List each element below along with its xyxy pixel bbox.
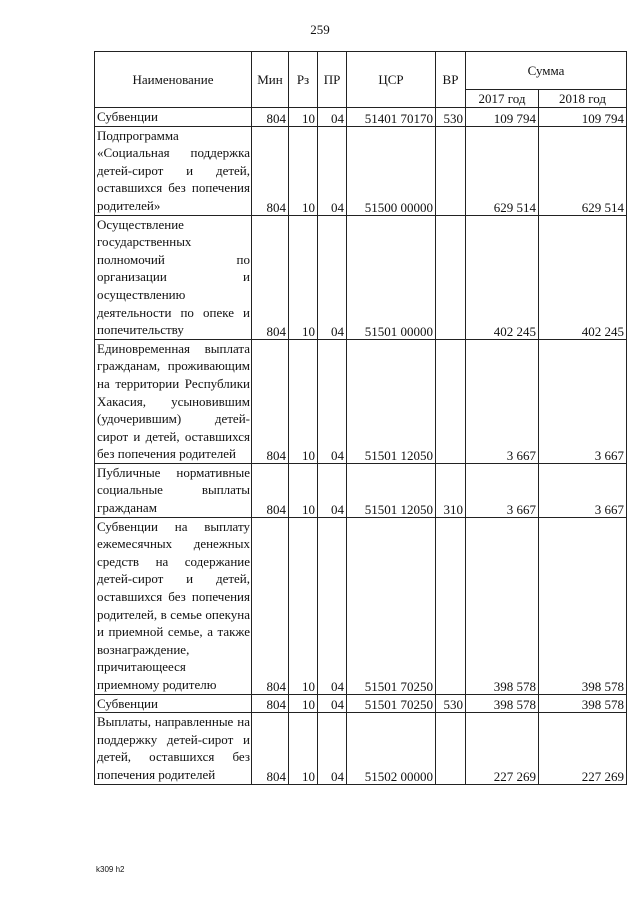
row-csr: 51500 00000	[347, 126, 436, 215]
table-row	[95, 108, 627, 127]
table-row	[95, 694, 627, 713]
row-pr: 04	[318, 463, 347, 517]
row-vr	[436, 215, 466, 339]
row-name: Субвенции на выплату ежемесячных денежных средств на содержание детей-сирот и детей, оставшихся без попечения родителей, в семье опекуна и приемной семье, а также вознаграждение, причитающееся приемному родителю	[95, 517, 252, 694]
row-rz: 10	[289, 215, 318, 339]
row-rz: 10	[289, 108, 318, 127]
row-min: 804	[252, 463, 289, 517]
row-vr	[436, 339, 466, 463]
row-name: Выплаты, направленные на поддержку детей-сирот и детей, оставшихся без попечения родителей	[95, 713, 252, 784]
row-sum-2018: 402 245	[539, 215, 627, 339]
row-name: Осуществление государственных полномочий по организации и осуществлению деятельности по опеке и попечительству	[95, 215, 252, 339]
row-vr: 530	[436, 108, 466, 127]
row-rz: 10	[289, 694, 318, 713]
row-csr: 51401 70170	[347, 108, 436, 127]
page-number: 259	[310, 22, 330, 37]
row-csr: 51501 70250	[347, 517, 436, 694]
header-min: Мин	[252, 52, 289, 108]
row-rz: 10	[289, 339, 318, 463]
row-pr: 04	[318, 215, 347, 339]
row-sum-2017: 398 578	[466, 517, 539, 694]
row-sum-2018: 3 667	[539, 339, 627, 463]
footer-code: k309 h2	[96, 865, 125, 874]
row-rz: 10	[289, 463, 318, 517]
row-pr: 04	[318, 694, 347, 713]
row-csr: 51501 70250	[347, 694, 436, 713]
row-sum-2017: 227 269	[466, 713, 539, 784]
table-row	[95, 126, 627, 215]
row-min: 804	[252, 339, 289, 463]
row-vr	[436, 126, 466, 215]
row-min: 804	[252, 517, 289, 694]
table-row	[95, 517, 627, 694]
row-sum-2018: 398 578	[539, 694, 627, 713]
row-vr	[436, 713, 466, 784]
header-sum: Сумма	[466, 52, 627, 90]
header-rz: Рз	[289, 52, 318, 108]
row-rz: 10	[289, 517, 318, 694]
header-year-2018: 2018 год	[539, 90, 627, 108]
row-sum-2017: 3 667	[466, 339, 539, 463]
row-min: 804	[252, 694, 289, 713]
budget-table	[94, 51, 627, 785]
table-row	[95, 463, 627, 517]
row-name: Подпрограмма «Социальная поддержка детей-сирот и детей, оставшихся без попечения родителей»	[95, 126, 252, 215]
row-min: 804	[252, 215, 289, 339]
header-csr: ЦСР	[347, 52, 436, 108]
row-vr: 530	[436, 694, 466, 713]
row-sum-2017: 402 245	[466, 215, 539, 339]
row-sum-2017: 398 578	[466, 694, 539, 713]
row-name: Единовременная выплата гражданам, проживающим на территории Республики Хакасия, усыновившим (удочерившим) детей-сирот и детей, оставшихся без попечения родителей	[95, 339, 252, 463]
row-min: 804	[252, 126, 289, 215]
row-pr: 04	[318, 713, 347, 784]
row-sum-2017: 629 514	[466, 126, 539, 215]
row-pr: 04	[318, 108, 347, 127]
row-csr: 51501 12050	[347, 339, 436, 463]
row-sum-2017: 3 667	[466, 463, 539, 517]
row-name: Субвенции	[95, 108, 252, 127]
header-name: Наименование	[95, 52, 252, 108]
row-pr: 04	[318, 339, 347, 463]
row-min: 804	[252, 713, 289, 784]
row-name: Публичные нормативные социальные выплаты гражданам	[95, 463, 252, 517]
row-csr: 51501 00000	[347, 215, 436, 339]
table-row	[95, 339, 627, 463]
row-min: 804	[252, 108, 289, 127]
header-pr: ПР	[318, 52, 347, 108]
row-csr: 51502 00000	[347, 713, 436, 784]
row-sum-2018: 629 514	[539, 126, 627, 215]
row-sum-2018: 109 794	[539, 108, 627, 127]
row-name: Субвенции	[95, 694, 252, 713]
row-pr: 04	[318, 517, 347, 694]
header-vr: ВР	[436, 52, 466, 108]
row-pr: 04	[318, 126, 347, 215]
row-sum-2018: 398 578	[539, 517, 627, 694]
row-vr: 310	[436, 463, 466, 517]
header-year-2017: 2017 год	[466, 90, 539, 108]
row-rz: 10	[289, 713, 318, 784]
row-csr: 51501 12050	[347, 463, 436, 517]
table-row	[95, 713, 627, 784]
row-vr	[436, 517, 466, 694]
row-sum-2018: 227 269	[539, 713, 627, 784]
table-row	[95, 215, 627, 339]
row-rz: 10	[289, 126, 318, 215]
row-sum-2018: 3 667	[539, 463, 627, 517]
row-sum-2017: 109 794	[466, 108, 539, 127]
